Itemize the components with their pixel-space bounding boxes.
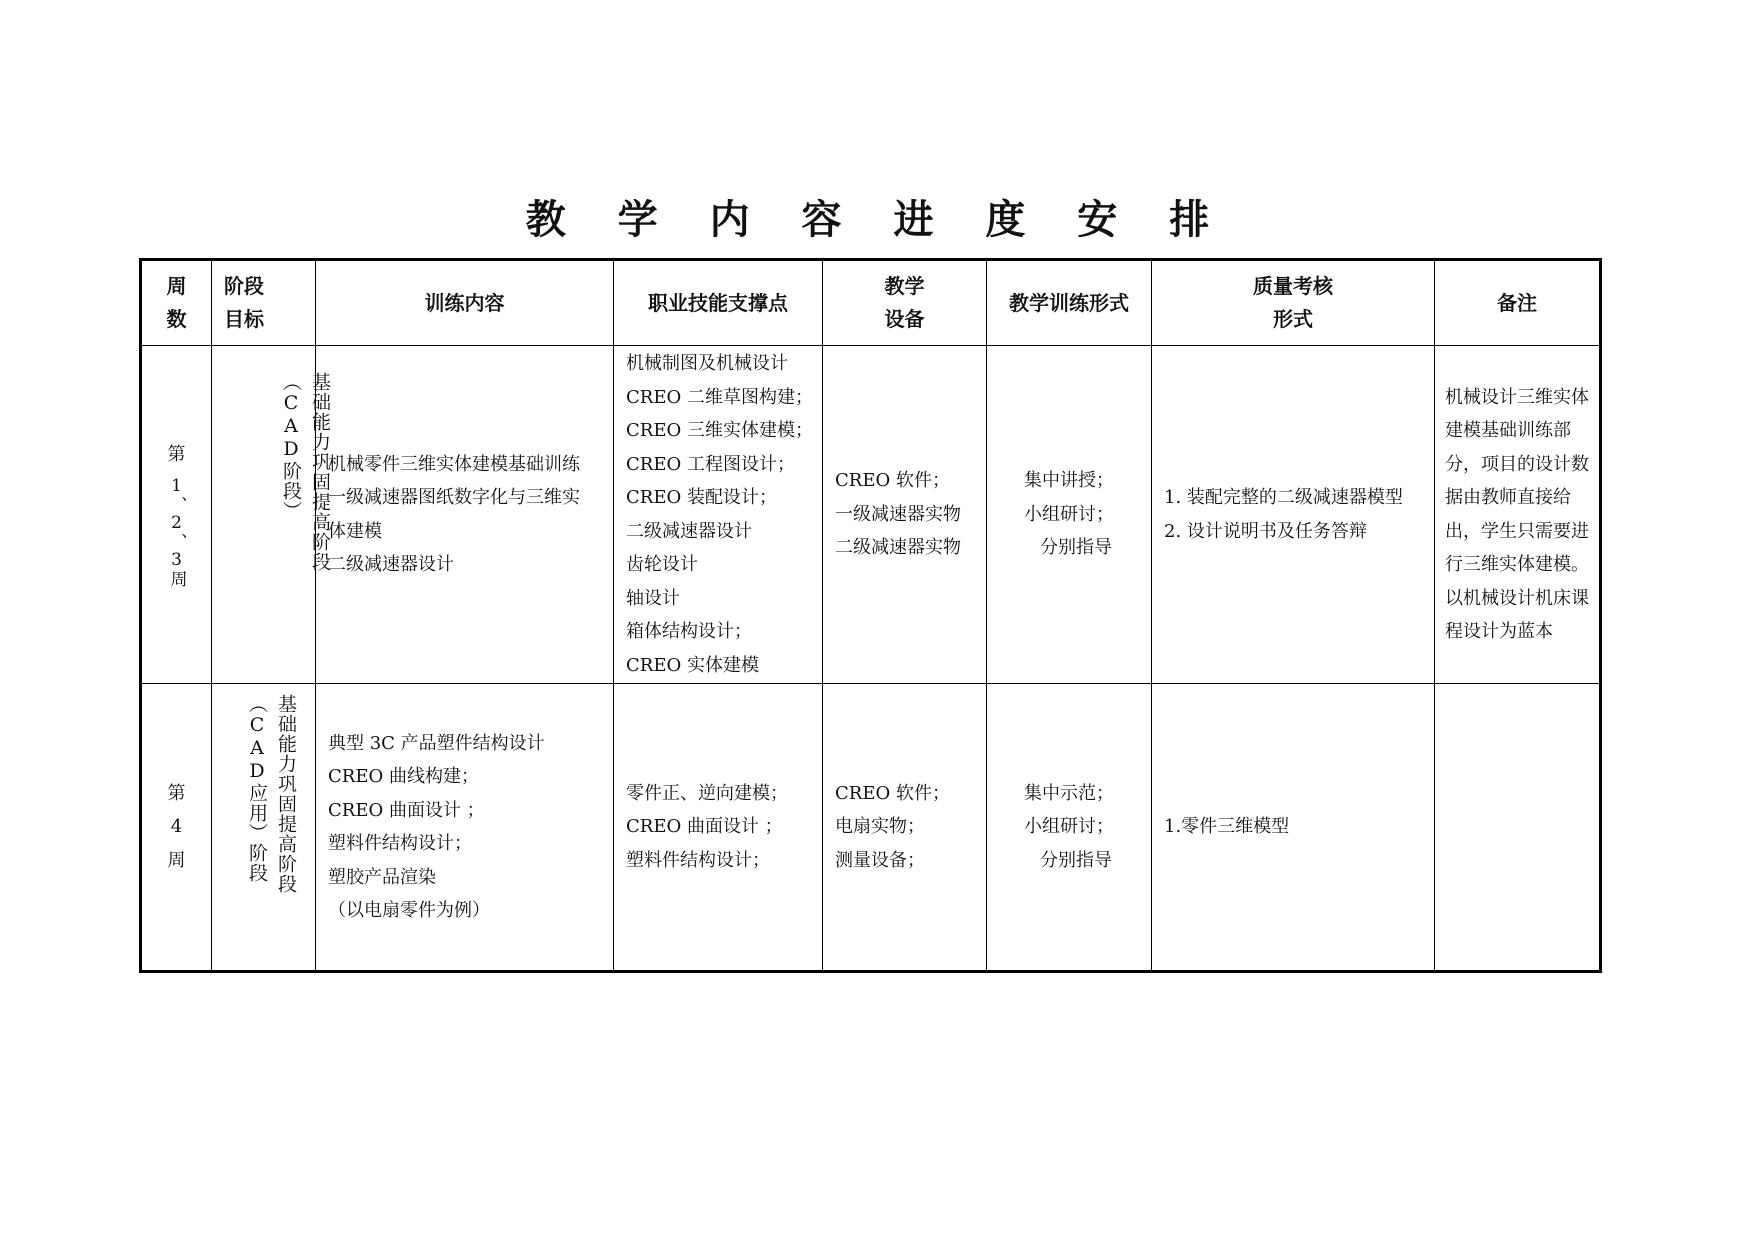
content-cell: 典型 3C 产品塑件结构设计 CREO 曲线构建； CREO 曲面设计 ； 塑料件结构设计； 塑胶产品渲染 （以电扇零件为例） [316, 684, 614, 972]
week-cell: 第 1、2、3周 [141, 346, 212, 684]
equipment-cell: CREO 软件； 电扇实物； 测量设备； [823, 684, 987, 972]
equipment-cell: CREO 软件； 一级减速器实物 二级减速器实物 [823, 346, 987, 684]
assessment-cell: 1. 装配完整的二级减速器模型 2. 设计说明书及任务答辩 [1152, 346, 1435, 684]
header-form: 教学训练形式 [987, 260, 1152, 346]
stage-cell: 基础能力巩固提高阶段（CAD应用）阶段 [212, 684, 316, 972]
notes-cell: 机械设计三维实体建模基础训练部分，项目的设计数据由教师直接给出，学生只需要进行三维实体建模。以机械设计机床课程设计为蓝本 [1435, 346, 1601, 684]
schedule-table [139, 258, 1602, 973]
header-stage: 阶段 目标 [212, 260, 316, 346]
form-cell: 集中讲授； 小组研讨； 分别指导 [987, 346, 1152, 684]
table-row [141, 346, 1601, 684]
table-row [141, 684, 1601, 972]
header-equipment: 教学 设备 [823, 260, 987, 346]
header-assessment: 质量考核 形式 [1152, 260, 1435, 346]
skills-cell: 零件正、逆向建模； CREO 曲面设计 ； 塑料件结构设计； [614, 684, 823, 972]
header-skills: 职业技能支撑点 [614, 260, 823, 346]
skills-cell: 机械制图及机械设计 CREO 二维草图构建； CREO 三维实体建模； CREO 工程图设计； CREO 装配设计； 二级减速器设计 齿轮设计 轴设计 箱体结构设计； CREO 实体建模 [614, 346, 823, 684]
notes-cell [1435, 684, 1601, 972]
week-cell: 第 4 周 [141, 684, 212, 972]
assessment-cell: 1.零件三维模型 [1152, 684, 1435, 972]
form-cell: 集中示范； 小组研讨； 分别指导 [987, 684, 1152, 972]
page-title: 教 学 内 容 进 度 安 排 [525, 197, 1229, 243]
header-content: 训练内容 [316, 260, 614, 346]
stage-cell: 基础能力巩固提高阶段（CAD阶段） [212, 346, 316, 684]
header-week: 周 数 [141, 260, 212, 346]
header-notes: 备注 [1435, 260, 1601, 346]
content-cell: 机械零件三维实体建模基础训练 一级减速器图纸数字化与三维实 体建模 二级减速器设计 [316, 346, 614, 684]
header-row [141, 260, 1601, 346]
